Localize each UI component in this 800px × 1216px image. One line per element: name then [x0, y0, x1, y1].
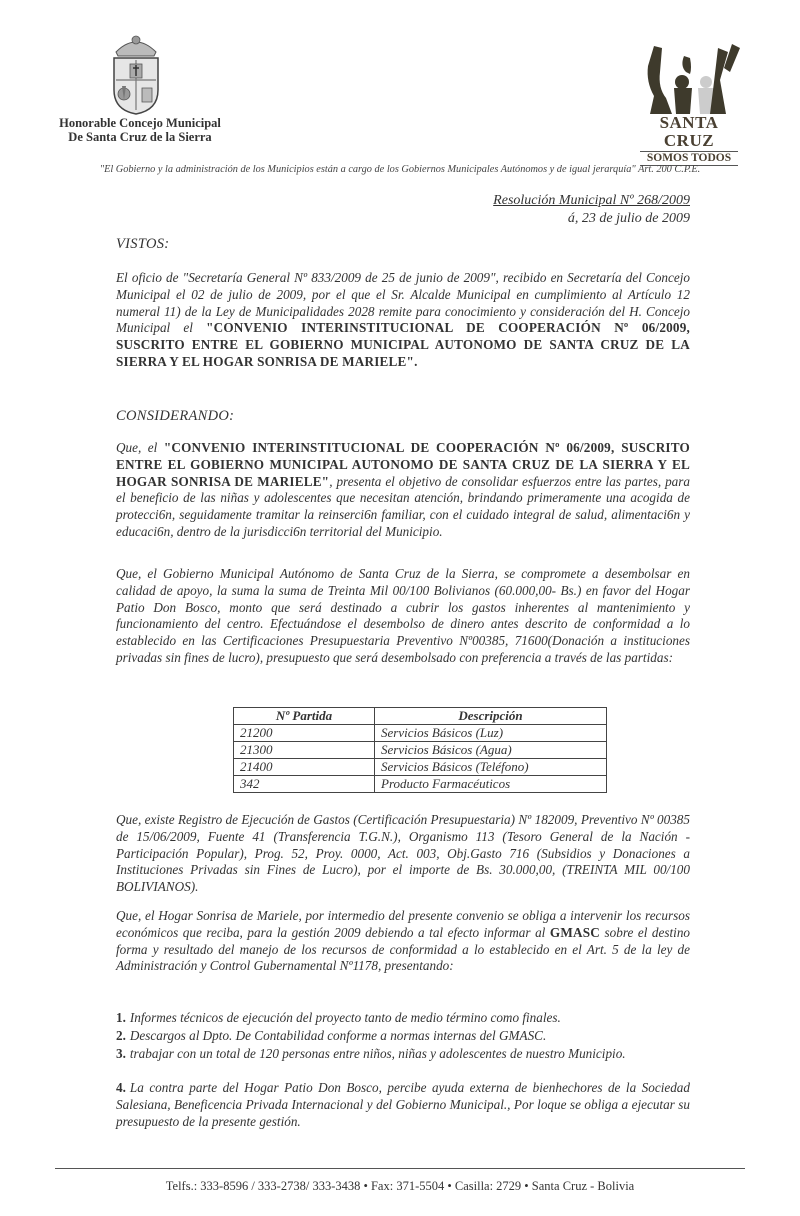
constitution-motto: "El Gobierno y la administración de los Municipios están a cargo de los Gobiernos Municipales Autónomos y de igual jerarquía" Art. 200 C.P.E.: [99, 164, 701, 175]
p4-text-a: Que, el Hogar Sonrisa de Mariele, por intermedio del presente convenio se obliga a intervenir los recursos económicos que reciba, para la gestión 2009 debiendo a tal efecto informar al: [116, 908, 690, 940]
list-number: 4.: [116, 1080, 126, 1095]
cell-partida: 21300: [234, 742, 375, 759]
list-text: La contra parte del Hogar Patio Don Bosco, percibe ayuda externa de bienhechores de la Sociedad Salesiana, Beneficencia Privada Internacional y del Gobierno Municipal., Por loque se obliga a ejecutar su presupuesto de la presente gestión.: [116, 1080, 690, 1129]
list-item: [116, 1080, 690, 1130]
p4-text-b: sobre el destino forma y resultado del manejo de los recursos de conformidad a lo establecido en el Art. 5 de la ley de Administración y Control Gubernamental Nº1178, presentando:: [116, 924, 691, 974]
table-row: [234, 725, 607, 742]
brand-name: SANTA CRUZ: [659, 113, 719, 150]
list-item: [116, 1046, 690, 1063]
cell-partida: 21200: [234, 725, 375, 742]
considerando-paragraph-4: [116, 908, 690, 975]
cell-partida: 21400: [234, 759, 375, 776]
council-line-1: Honorable Concejo Municipal: [59, 116, 221, 130]
p1-rest: , presenta el objetivo de consolidar esfuerzos entre las partes, para el beneficio de las niñas y adolescentes que necesitan atención, brindando primeramente una acogida de protecci6n, seguidamente tramitar la reinserci6n familiar, con el cuidado integral de salud, alimentaci6n y educaci6n, dentro de la jurisdicci6n territorial del Municipio.: [116, 473, 690, 539]
header-descripcion: Descripción: [375, 708, 607, 725]
considerando-paragraph-1: [116, 440, 690, 541]
considerando-heading: CONSIDERANDO:: [116, 408, 235, 424]
cell-descripcion: Servicios Básicos (Agua): [375, 742, 607, 759]
cell-descripcion: Servicios Básicos (Teléfono): [375, 759, 607, 776]
list-number: 1.: [116, 1010, 126, 1025]
considerando-paragraph-2: Que, el Gobierno Municipal Autónomo de Santa Cruz de la Sierra, se compromete a desembolsar en calidad de apoyo, la suma la suma de Treinta Mil 00/100 Bolivianos (60.000,00- Bs.) en favor del Hogar Patio Don Bosco, monto que será destinado a cubrir los gastos inherentes al mantenimiento y funcionamiento del centro. Efectuándose el desembolso de dinero antes descrito de conformidad a lo establecido en las Certificaciones Presupuestaria Preventivo Nº00385, 71600(Donación a instituciones privadas sin fines de lucro), presupuesto que será desembolsado con preferencia a través de las partidas:: [116, 566, 690, 665]
p1-convenio-title: "CONVENIO INTERINSTITUCIONAL DE COOPERACIÓN Nº 06/2009, SUSCRITO ENTRE EL GOBIERNO MUNICIPAL AUTONOMO DE SANTA CRUZ DE LA SIERRA Y EL HOGAR SONRISA DE MARIELE": [116, 440, 690, 489]
partidas-table: [233, 707, 607, 793]
footer-divider: [55, 1168, 745, 1169]
brand-tagline: SOMOS TODOS: [640, 151, 738, 166]
table-header-row: [234, 708, 607, 725]
list-item: [116, 1028, 690, 1045]
header-partida: Nº Partida: [234, 708, 375, 725]
santa-cruz-logo-icon: [632, 42, 744, 118]
table-row: [234, 776, 607, 793]
vistos-paragraph: [116, 270, 690, 371]
footer-contact: Telfs.: 333-8596 / 333-2738/ 333-3438 • Fax: 371-5504 • Casilla: 2729 • Santa Cruz - Bolivia: [165, 1179, 635, 1193]
resolution-number: Resolución Municipal Nº 268/2009: [493, 193, 690, 208]
list-item: [116, 1010, 690, 1027]
vistos-heading: VISTOS:: [116, 236, 170, 252]
vistos-text: El oficio de "Secretaría General Nº 833/2009 de 25 de junio de 2009", recibido en Secretaría del Concejo Municipal el 02 de julio de 2009, por el que el Sr. Alcalde Municipal en cumplimiento al Artículo 12 numeral 11) de la Ley de Municipalidades 2028 remite para conocimiento y consideración del H. Concejo Municipal el: [116, 270, 690, 336]
council-name: [40, 116, 240, 144]
list-number: 3.: [116, 1046, 126, 1061]
coat-of-arms-icon: [108, 30, 164, 116]
resolution-block: [493, 192, 690, 228]
cell-partida: 342: [234, 776, 375, 793]
vistos-convenio-title: "CONVENIO INTERINSTITUCIONAL DE COOPERACIÓN Nº 06/2009, SUSCRITO ENTRE EL GOBIERNO MUNICIPAL AUTONOMO DE SANTA CRUZ DE LA SIERRA Y EL HOGAR SONRISA DE MARIELE".: [116, 320, 690, 369]
p4-gmasc: GMASC: [549, 924, 600, 940]
p1-intro: Que, el: [116, 440, 158, 455]
council-line-2: De Santa Cruz de la Sierra: [68, 130, 212, 144]
resolution-date: á, 23 de julio de 2009: [567, 211, 690, 226]
list-number: 2.: [116, 1028, 126, 1043]
table-row: [234, 759, 607, 776]
table-row: [234, 742, 607, 759]
cell-descripcion: Servicios Básicos (Luz): [375, 725, 607, 742]
list-text: Informes técnicos de ejecución del proyecto tanto de medio término como finales.: [129, 1010, 561, 1025]
list-text: Descargos al Dpto. De Contabilidad conforme a normas internas del GMASC.: [129, 1028, 547, 1043]
list-text: trabajar con un total de 120 personas entre niños, niñas y adolescentes de nuestro Municipio.: [129, 1046, 626, 1061]
considerando-paragraph-3: Que, existe Registro de Ejecución de Gastos (Certificación Presupuestaria) Nº 182009, Preventivo Nº 00385 de 15/06/2009, Fuente 41 (Transferencia T.G.N.), Organismo 113 (Tesoro General de la Nación - Participación Popular), Prog. 52, Proy. 0000, Act. 003, Obj.Gasto 716 (Subsidios y Donaciones a Instituciones Privadas sin Fines de Lucro), por el importe de Bs. 30.000,00, (TREINTA MIL 00/100 BOLIVIANOS).: [116, 812, 690, 895]
brand-block: [634, 114, 744, 166]
cell-descripcion: Producto Farmacéuticos: [375, 776, 607, 793]
